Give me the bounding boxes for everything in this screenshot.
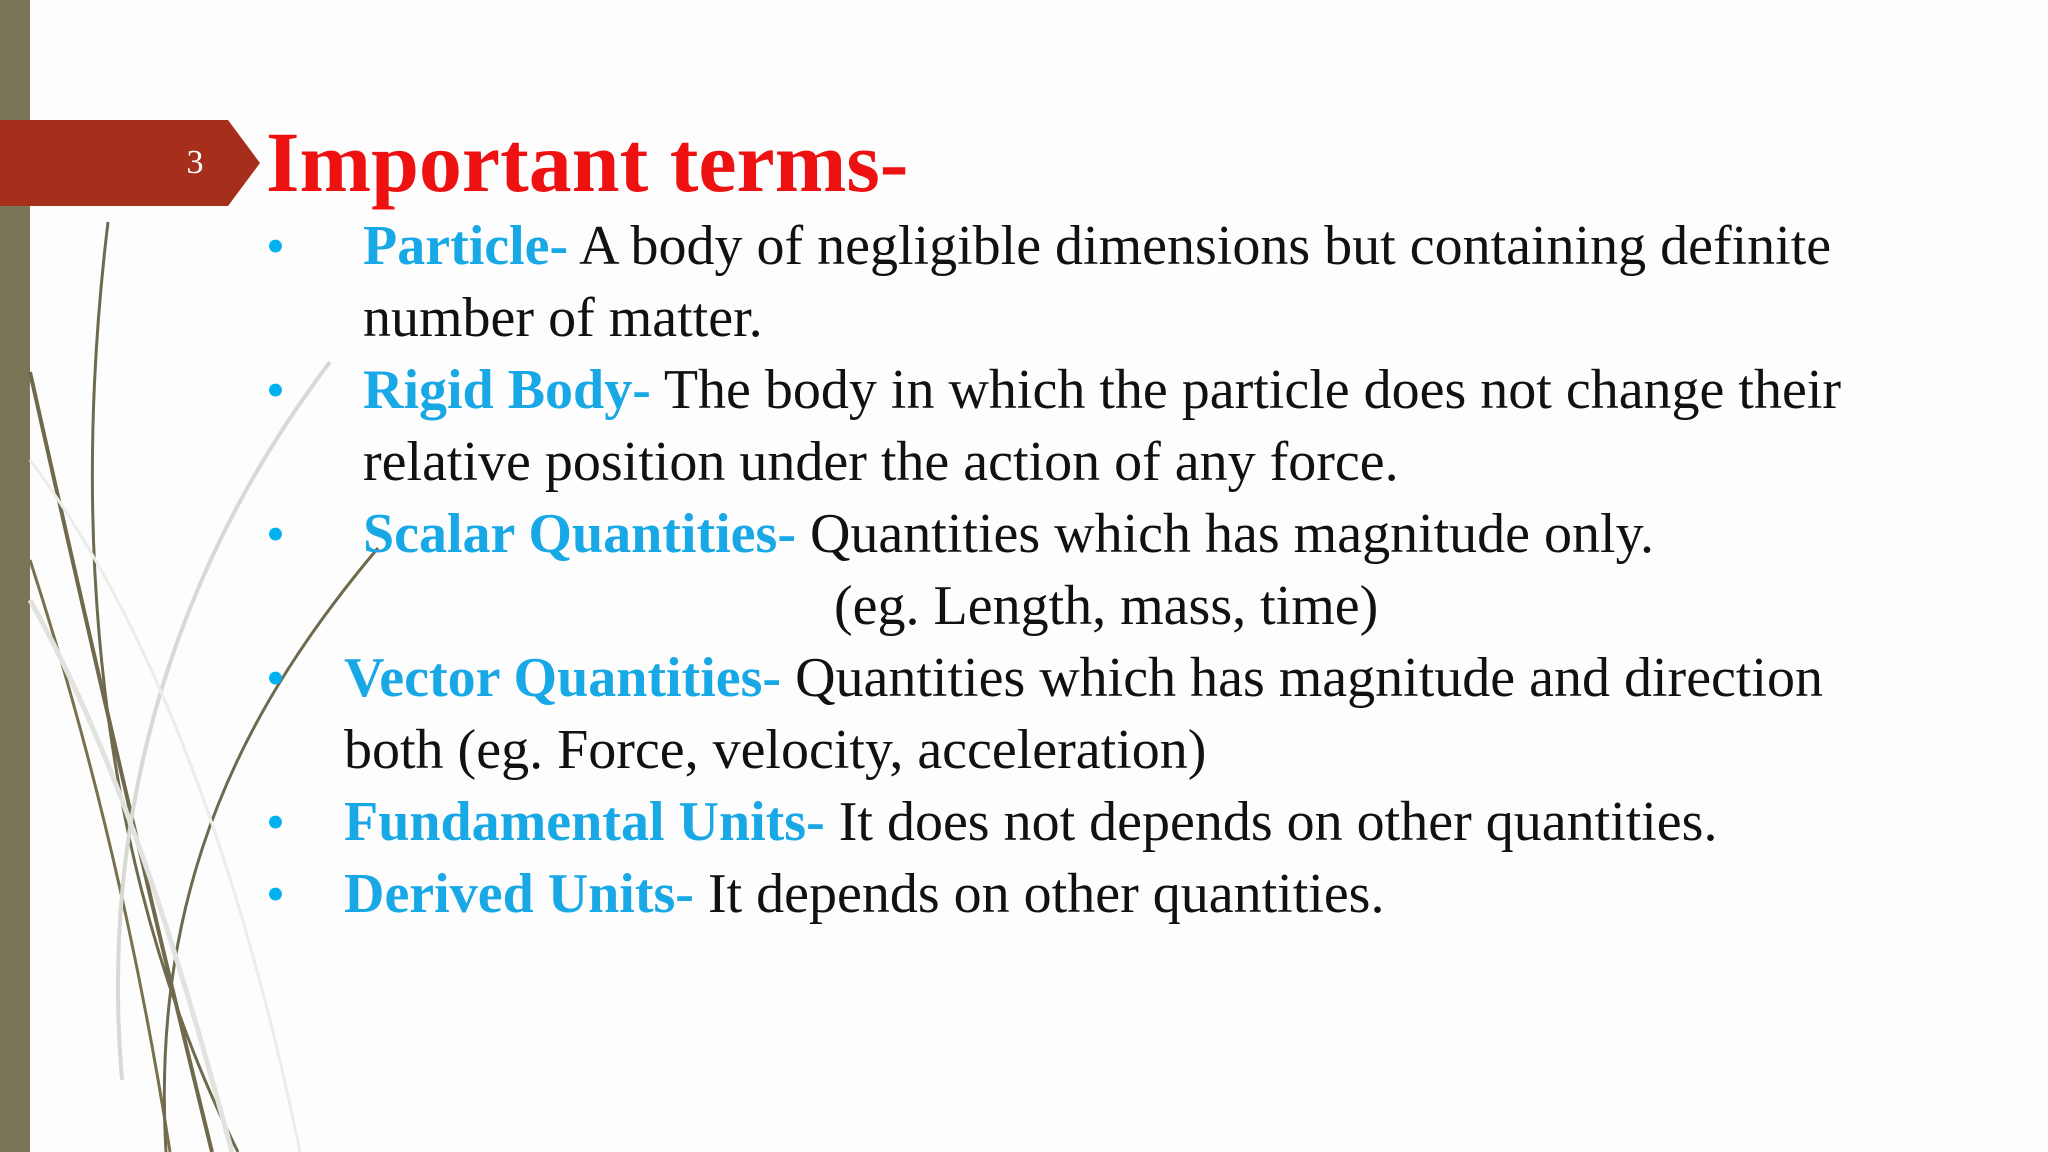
term-line bbox=[363, 354, 1841, 426]
term-definition: Quantities which has magnitude and direction bbox=[781, 647, 1824, 709]
term-definition: It depends on other quantities. bbox=[693, 863, 1385, 925]
term-line bbox=[344, 642, 1823, 714]
bullet-icon: • bbox=[266, 792, 285, 852]
bullet-icon: • bbox=[266, 504, 285, 564]
term-label: Derived Units- bbox=[344, 863, 694, 925]
term-definition-continued: relative position under the action of any force. bbox=[363, 431, 1399, 493]
slide-number-tab bbox=[0, 120, 260, 206]
term-line bbox=[363, 498, 1654, 570]
term-line bbox=[344, 858, 1384, 930]
term-label: Particle- bbox=[363, 215, 569, 277]
bullet-icon: • bbox=[266, 864, 285, 924]
slide-title: Important terms- bbox=[266, 114, 909, 210]
term-label: Rigid Body- bbox=[363, 359, 651, 421]
bullet-icon: • bbox=[266, 216, 285, 276]
bullet-icon: • bbox=[266, 648, 285, 708]
slide-number: 3 bbox=[186, 144, 204, 181]
term-definition: The body in which the particle does not change their bbox=[650, 359, 1842, 421]
term-label: Vector Quantities- bbox=[344, 647, 782, 709]
term-definition: It does not depends on other quantities. bbox=[824, 791, 1718, 853]
term-line bbox=[344, 786, 1717, 858]
term-line bbox=[363, 210, 1831, 282]
term-label: Scalar Quantities- bbox=[363, 503, 796, 565]
term-label: Fundamental Units- bbox=[344, 791, 825, 853]
term-definition: Quantities which has magnitude only. bbox=[795, 503, 1654, 565]
term-definition-continued: both (eg. Force, velocity, acceleration) bbox=[344, 719, 1207, 781]
term-definition-continued: number of matter. bbox=[363, 287, 763, 349]
term-example: (eg. Length, mass, time) bbox=[834, 575, 1379, 637]
bullet-icon: • bbox=[266, 360, 285, 420]
term-definition: A body of negligible dimensions but containing definite bbox=[568, 215, 1832, 277]
